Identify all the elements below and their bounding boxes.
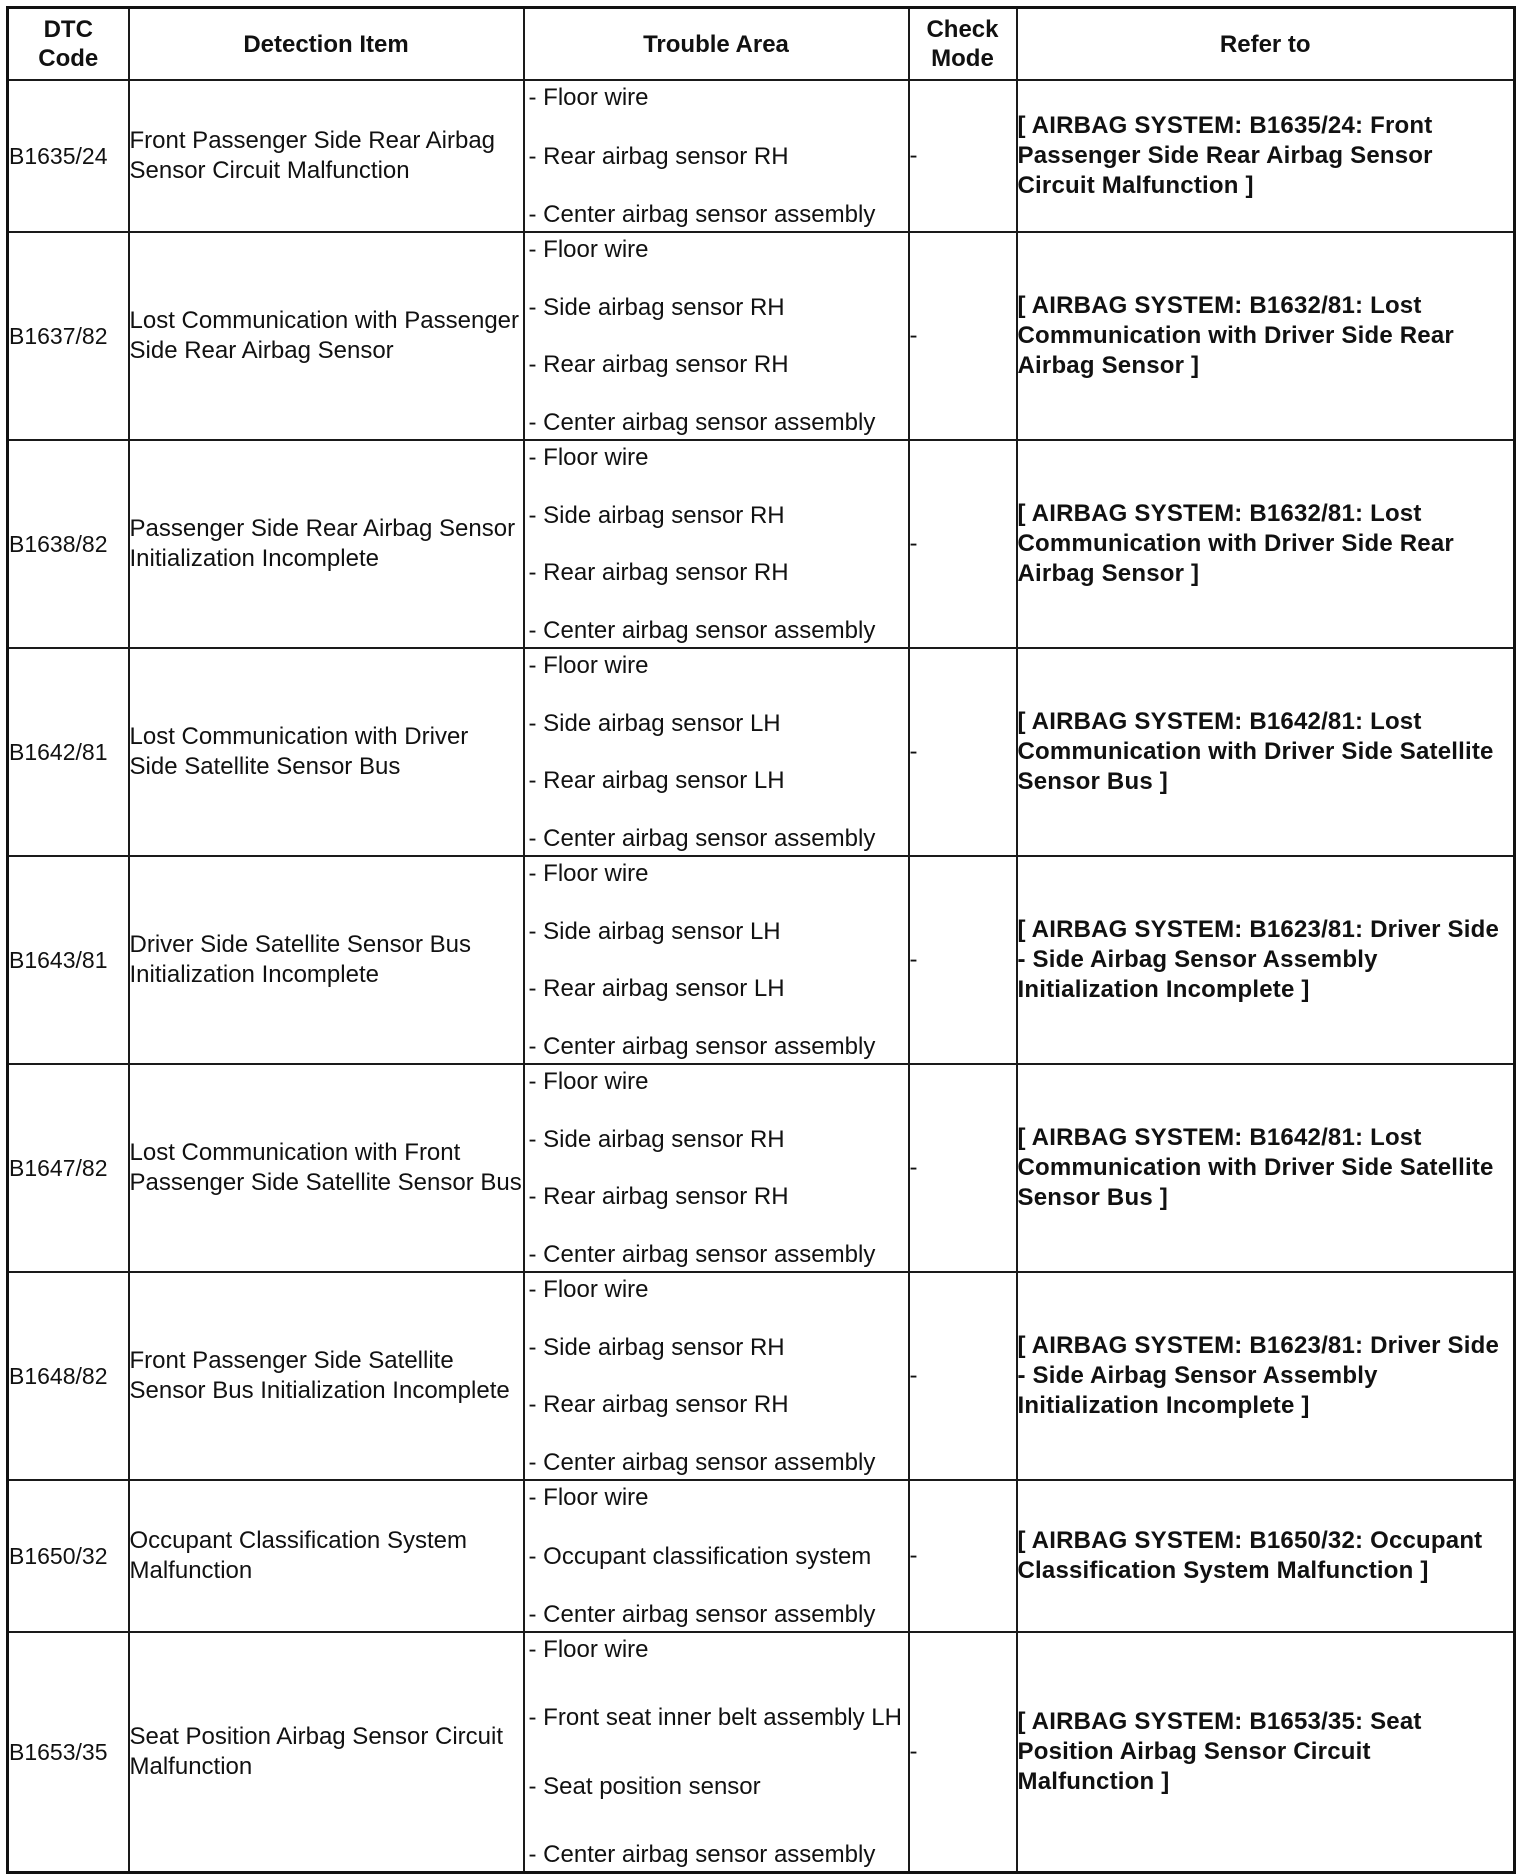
table-row <box>8 648 1515 856</box>
table-row <box>8 856 1515 1064</box>
trouble-area-item: - Side airbag sensor RH <box>528 501 785 529</box>
detection-item-cell: Driver Side Satellite Sensor Bus Initialization Incomplete <box>129 856 524 1064</box>
trouble-area-item: - Floor wire <box>528 1484 649 1511</box>
trouble-area-cell <box>524 232 909 440</box>
check-mode-cell: - <box>909 1272 1017 1480</box>
dtc-code-cell: B1642/81 <box>8 648 129 856</box>
trouble-area-cell <box>524 1632 909 1873</box>
dtc-code-cell: B1638/82 <box>8 440 129 648</box>
header-detection-item: Detection Item <box>129 8 524 81</box>
trouble-area-item: - Center airbag sensor assembly <box>528 201 876 228</box>
trouble-area-cell <box>524 856 909 1064</box>
trouble-area-item: - Floor wire <box>528 652 649 679</box>
dtc-code-cell: B1643/81 <box>8 856 129 1064</box>
detection-item-cell: Lost Communication with Driver Side Satellite Sensor Bus <box>129 648 524 856</box>
trouble-area-item: - Front seat inner belt assembly LH <box>528 1704 902 1732</box>
refer-to-cell: [ AIRBAG SYSTEM: B1623/81: Driver Side - Side Airbag Sensor Assembly Initialization Incomplete ] <box>1017 856 1515 1064</box>
detection-item-cell: Lost Communication with Front Passenger Side Satellite Sensor Bus <box>129 1064 524 1272</box>
trouble-area-item: - Side airbag sensor RH <box>528 1333 785 1361</box>
trouble-area-item: - Floor wire <box>528 1636 649 1663</box>
trouble-area-list <box>525 649 908 855</box>
trouble-area-item: - Side airbag sensor RH <box>528 1125 785 1153</box>
detection-item-cell: Passenger Side Rear Airbag Sensor Initialization Incomplete <box>129 440 524 648</box>
header-row <box>8 8 1515 81</box>
trouble-area-item: - Center airbag sensor assembly <box>528 824 876 852</box>
detection-item-cell: Lost Communication with Passenger Side Rear Airbag Sensor <box>129 232 524 440</box>
refer-to-cell: [ AIRBAG SYSTEM: B1653/35: Seat Position Airbag Sensor Circuit Malfunction ] <box>1017 1632 1515 1873</box>
trouble-area-cell <box>524 1064 909 1272</box>
check-mode-cell: - <box>909 440 1017 648</box>
table-row <box>8 1272 1515 1480</box>
trouble-area-list <box>525 1481 908 1631</box>
trouble-area-item: - Center airbag sensor assembly <box>528 616 876 644</box>
trouble-area-list <box>525 1065 908 1271</box>
dtc-table <box>6 6 1516 1874</box>
trouble-area-list <box>525 441 908 647</box>
check-mode-cell: - <box>909 232 1017 440</box>
detection-item-cell: Front Passenger Side Satellite Sensor Bus Initialization Incomplete <box>129 1272 524 1480</box>
trouble-area-item: - Rear airbag sensor RH <box>528 351 789 379</box>
check-mode-cell: - <box>909 856 1017 1064</box>
trouble-area-item: - Center airbag sensor assembly <box>528 1601 876 1628</box>
trouble-area-item: - Rear airbag sensor RH <box>528 1183 789 1211</box>
trouble-area-item: - Seat position sensor <box>528 1772 761 1800</box>
trouble-area-item: - Side airbag sensor LH <box>528 917 781 945</box>
table-row <box>8 1064 1515 1272</box>
dtc-code-cell: B1647/82 <box>8 1064 129 1272</box>
check-mode-cell: - <box>909 1632 1017 1873</box>
trouble-area-cell <box>524 1480 909 1632</box>
trouble-area-item: - Rear airbag sensor RH <box>528 1391 789 1419</box>
refer-to-cell: [ AIRBAG SYSTEM: B1632/81: Lost Communication with Driver Side Rear Airbag Sensor ] <box>1017 440 1515 648</box>
refer-to-cell: [ AIRBAG SYSTEM: B1642/81: Lost Communication with Driver Side Satellite Sensor Bus ] <box>1017 648 1515 856</box>
dtc-code-cell: B1650/32 <box>8 1480 129 1632</box>
table-row <box>8 440 1515 648</box>
trouble-area-item: - Floor wire <box>528 84 649 111</box>
table-row <box>8 1632 1515 1873</box>
trouble-area-list <box>525 81 908 231</box>
trouble-area-item: - Center airbag sensor assembly <box>528 1840 876 1868</box>
trouble-area-item: - Floor wire <box>528 444 649 471</box>
trouble-area-item: - Floor wire <box>528 1068 649 1095</box>
refer-to-cell: [ AIRBAG SYSTEM: B1650/32: Occupant Classification System Malfunction ] <box>1017 1480 1515 1632</box>
refer-to-cell: [ AIRBAG SYSTEM: B1632/81: Lost Communication with Driver Side Rear Airbag Sensor ] <box>1017 232 1515 440</box>
trouble-area-item: - Side airbag sensor LH <box>528 709 781 737</box>
dtc-code-cell: B1648/82 <box>8 1272 129 1480</box>
refer-to-cell: [ AIRBAG SYSTEM: B1623/81: Driver Side - Side Airbag Sensor Assembly Initialization Incomplete ] <box>1017 1272 1515 1480</box>
trouble-area-cell <box>524 648 909 856</box>
trouble-area-item: - Floor wire <box>528 1276 649 1303</box>
header-trouble-area: Trouble Area <box>524 8 909 81</box>
trouble-area-list <box>525 1633 908 1871</box>
detection-item-cell: Occupant Classification System Malfunction <box>129 1480 524 1632</box>
trouble-area-item: - Center airbag sensor assembly <box>528 1240 876 1268</box>
trouble-area-item: - Rear airbag sensor RH <box>528 559 789 587</box>
check-mode-cell: - <box>909 1480 1017 1632</box>
trouble-area-item: - Center airbag sensor assembly <box>528 408 876 436</box>
header-check-mode: Check Mode <box>909 8 1017 81</box>
trouble-area-cell <box>524 80 909 232</box>
header-dtc-code: DTC Code <box>8 8 129 81</box>
trouble-area-item: - Side airbag sensor RH <box>528 293 785 321</box>
detection-item-cell: Front Passenger Side Rear Airbag Sensor Circuit Malfunction <box>129 80 524 232</box>
table-row <box>8 1480 1515 1632</box>
check-mode-cell: - <box>909 1064 1017 1272</box>
trouble-area-item: - Center airbag sensor assembly <box>528 1448 876 1476</box>
trouble-area-list <box>525 233 908 439</box>
trouble-area-item: - Rear airbag sensor LH <box>528 767 785 795</box>
trouble-area-list <box>525 1273 908 1479</box>
trouble-area-cell <box>524 1272 909 1480</box>
table-body <box>8 80 1515 1873</box>
table-row <box>8 80 1515 232</box>
check-mode-cell: - <box>909 648 1017 856</box>
refer-to-cell: [ AIRBAG SYSTEM: B1642/81: Lost Communication with Driver Side Satellite Sensor Bus ] <box>1017 1064 1515 1272</box>
trouble-area-item: - Center airbag sensor assembly <box>528 1032 876 1060</box>
trouble-area-item: - Rear airbag sensor RH <box>528 142 789 170</box>
dtc-code-cell: B1653/35 <box>8 1632 129 1873</box>
dtc-code-cell: B1637/82 <box>8 232 129 440</box>
trouble-area-item: - Rear airbag sensor LH <box>528 975 785 1003</box>
header-refer-to: Refer to <box>1017 8 1515 81</box>
trouble-area-item: - Occupant classification system <box>528 1542 872 1570</box>
check-mode-cell: - <box>909 80 1017 232</box>
trouble-area-list <box>525 857 908 1063</box>
table-row <box>8 232 1515 440</box>
trouble-area-cell <box>524 440 909 648</box>
detection-item-cell: Seat Position Airbag Sensor Circuit Malfunction <box>129 1632 524 1873</box>
dtc-code-cell: B1635/24 <box>8 80 129 232</box>
refer-to-cell: [ AIRBAG SYSTEM: B1635/24: Front Passenger Side Rear Airbag Sensor Circuit Malfunction ] <box>1017 80 1515 232</box>
trouble-area-item: - Floor wire <box>528 860 649 887</box>
trouble-area-item: - Floor wire <box>528 236 649 263</box>
